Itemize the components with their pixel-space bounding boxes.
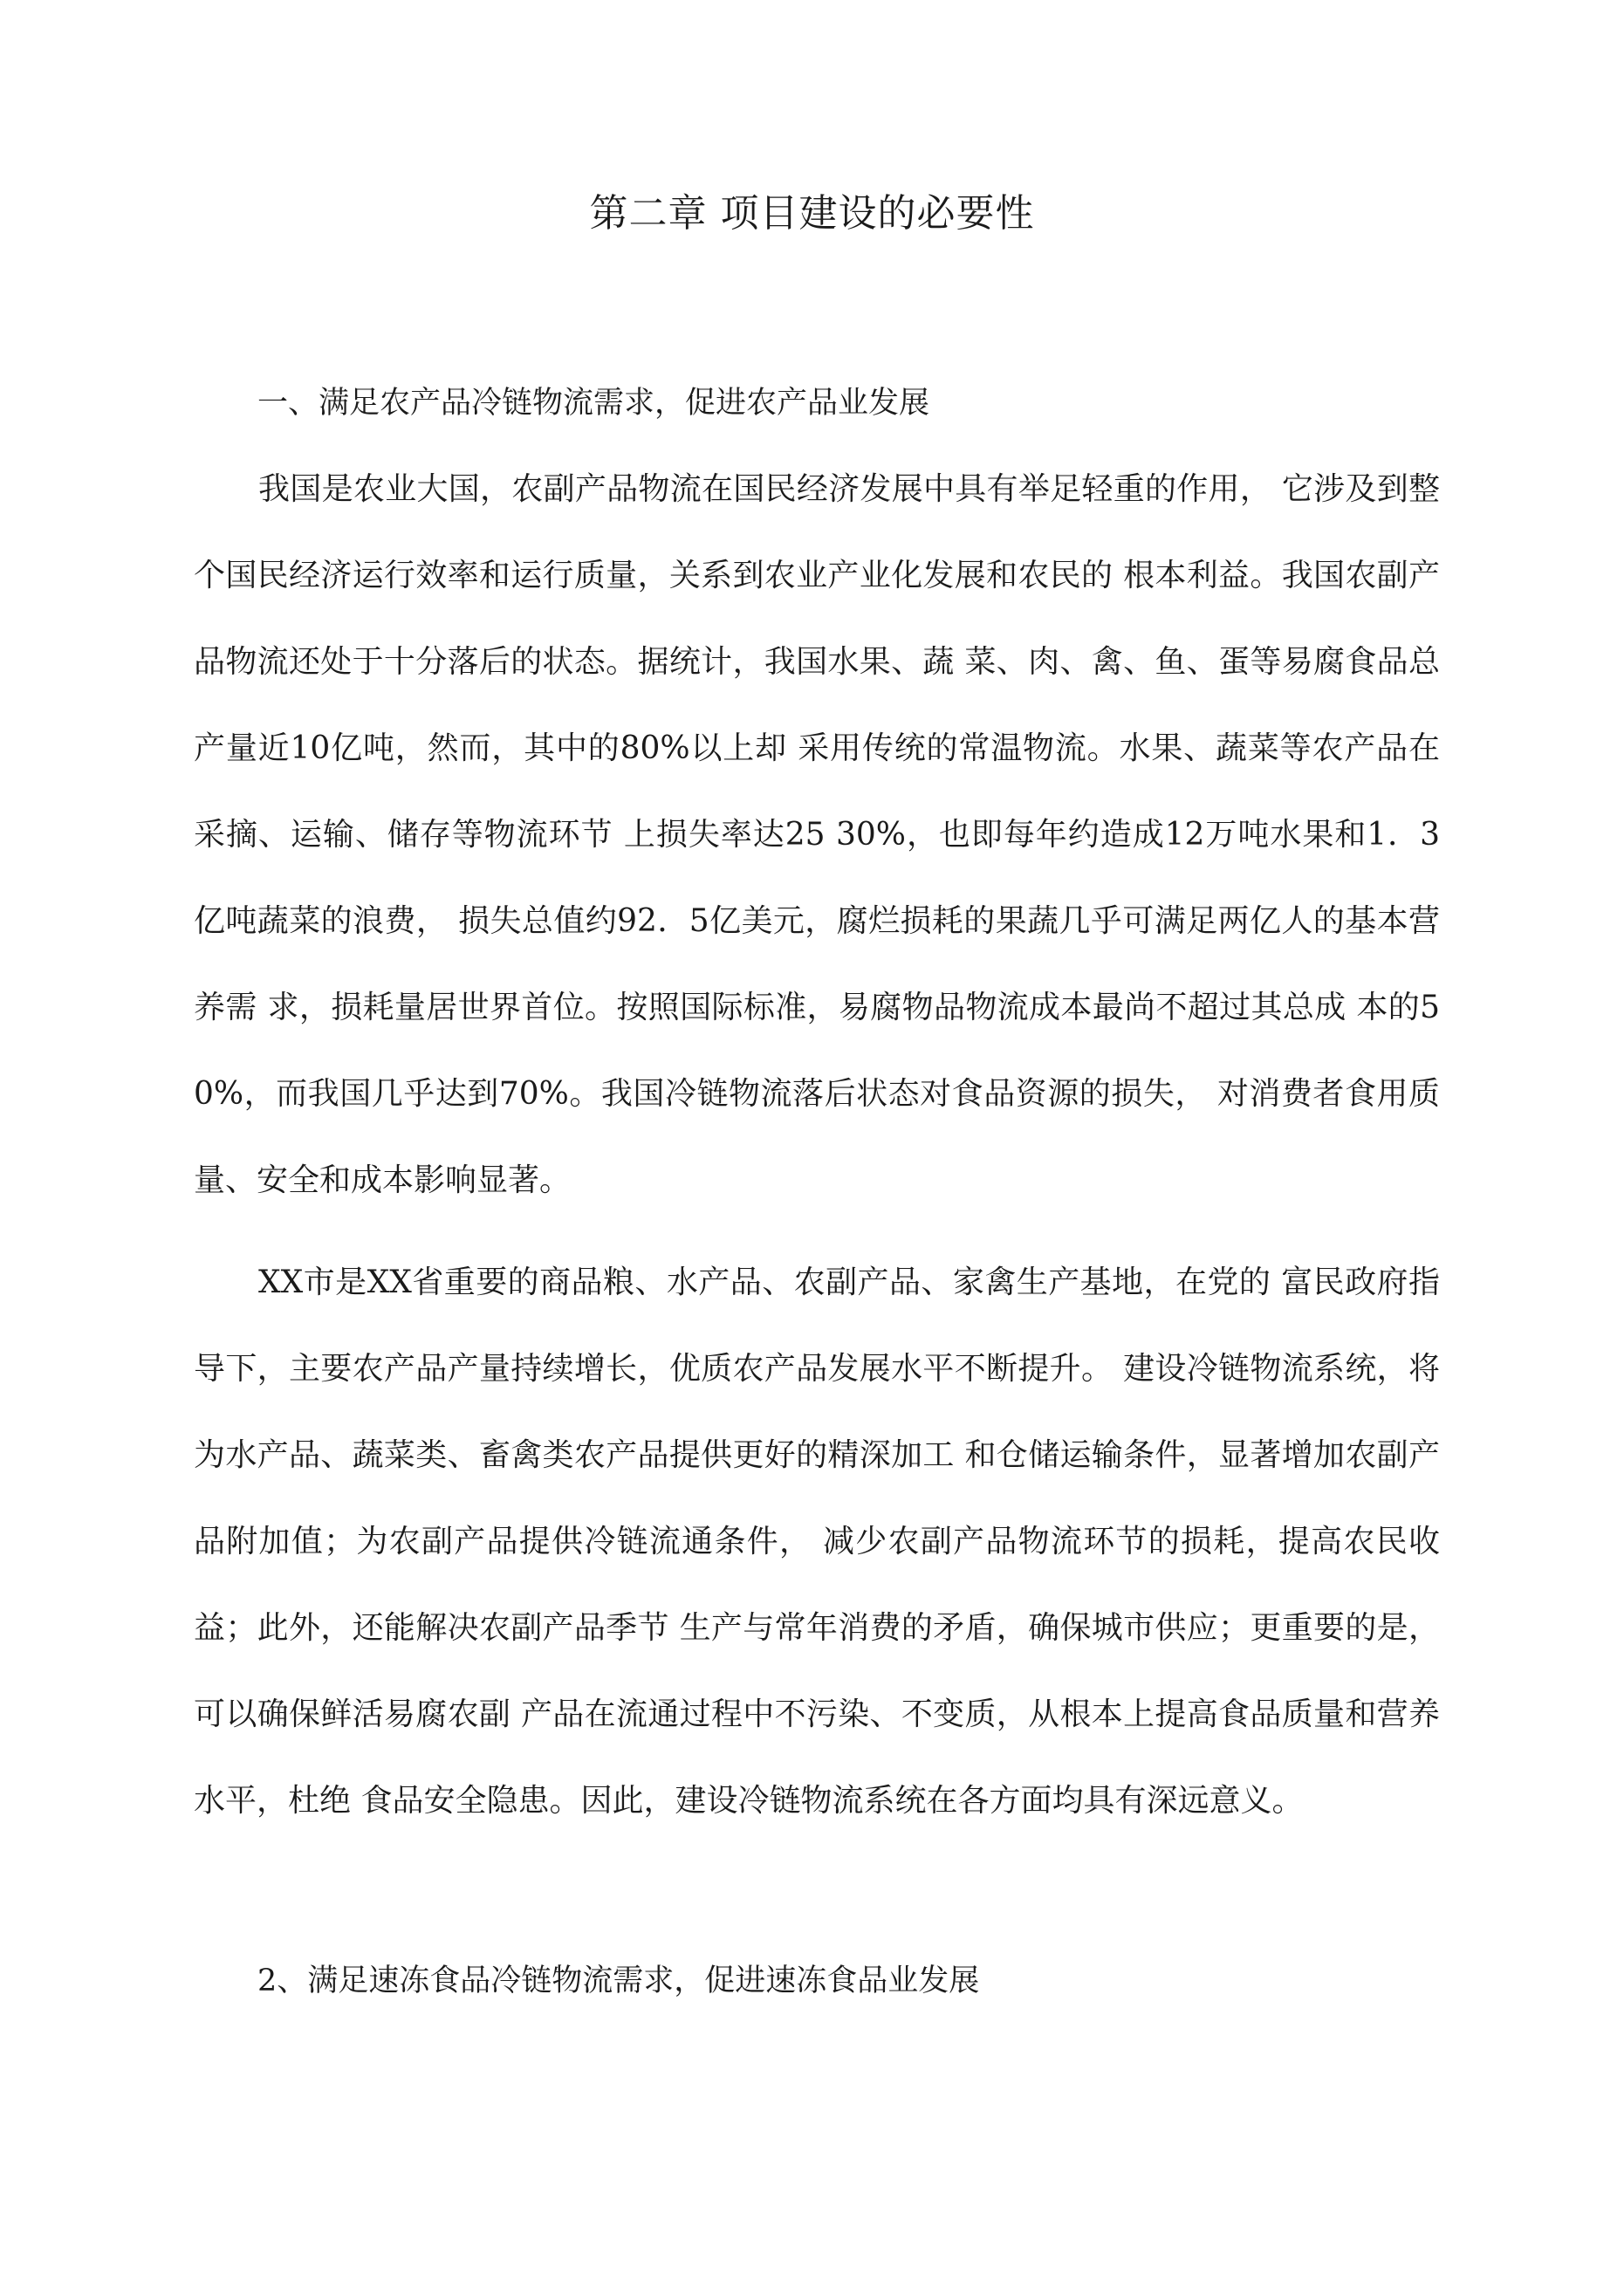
chapter-title: 第二章 项目建设的必要性 (589, 191, 1035, 236)
body-paragraph-2: XX市是XX省重要的商品粮、水产品、农副产品、家禽生产基地，在党的 富民政府指导下，主要农产品产量持续增长，优质农产品发展水平不断提升。 建设冷链物流系统，将为水产品、蔬菜类、畜禽类农产品提供更好的精深加工 和仓储运输条件，显著增加农副产品附加值；为农副产品提供冷链流通条件， 减少农副产品物流环节的损耗，提高农民收益；此外，还能解决农副产品季节 生产与常年消费的矛盾，确保城市供应；更重要的是，可以确保鲜活易腐农副 产品在流通过程中不污染、不变质，从根本上提高食品质量和营养水平，杜绝 食品安全隐患。因此，建设冷链物流系统在各方面均具有深远意义。 (194, 1265, 1440, 1819)
section-heading-1: 一、满足农产品冷链物流需求，促进农产品业发展 (257, 386, 930, 421)
body-paragraph-1: 我国是农业大国，农副产品物流在国民经济发展中具有举足轻重的作用， 它涉及到整个国民经济运行效率和运行质量，关系到农业产业化发展和农民的 根本利益。我国农副产品物流还处于十分落后的状态。据统计，我国水果、蔬 菜、肉、禽、鱼、蛋等易腐食品总产量近10亿吨，然而，其中的80%以上却 采用传统的常温物流。水果、蔬菜等农产品在采摘、运输、储存等物流环节 上损失率达25 30%，也即每年约造成12万吨水果和1．3亿吨蔬菜的浪费， 损失总值约92．5亿美元，腐烂损耗的果蔬几乎可满足两亿人的基本营养需 求，损耗量居世界首位。按照国际标准，易腐物品物流成本最尚不超过其总成 本的50%，而我国几乎达到70%。我国冷链物流落后状态对食品资源的损失， 对消费者食用质量、安全和成本影响显著。 (194, 471, 1440, 1198)
section-heading-2: 2、满足速冻食品冷链物流需求，促进速冻食品业发展 (257, 1964, 980, 1998)
